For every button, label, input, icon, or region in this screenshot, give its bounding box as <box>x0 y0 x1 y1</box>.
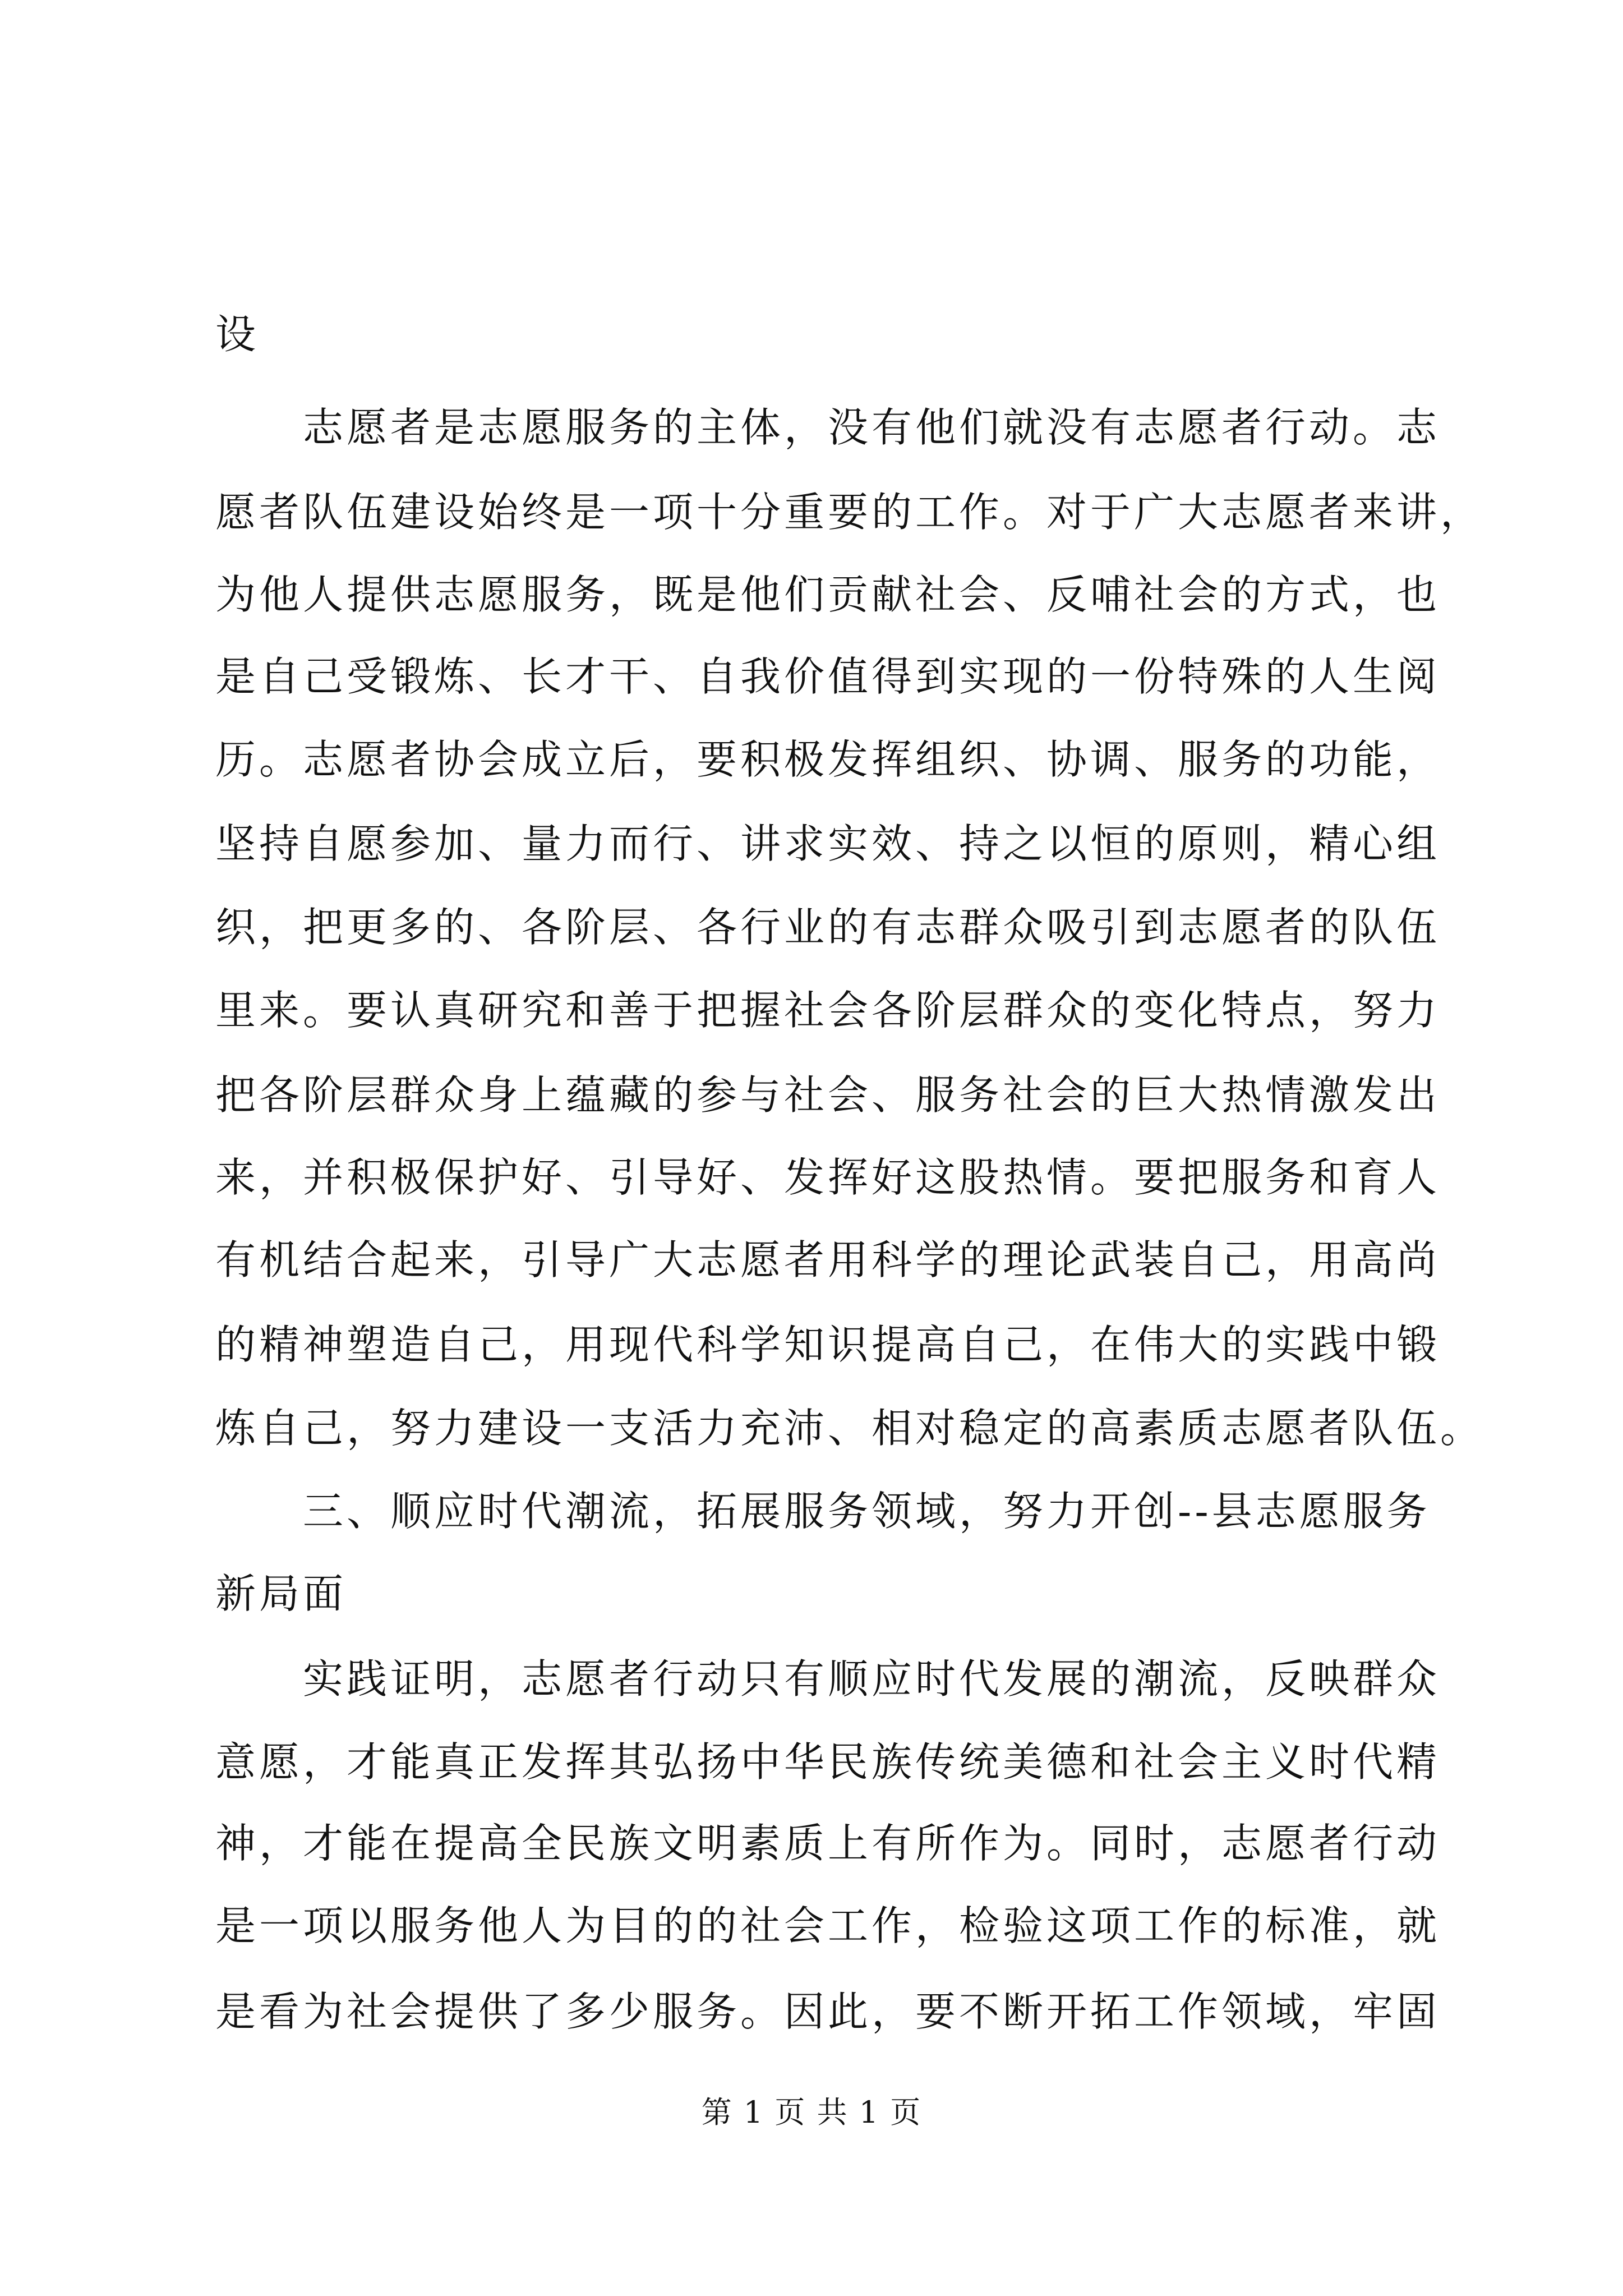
text-line: 愿者队伍建设始终是一项十分重要的工作。对于广大志愿者来讲， <box>215 489 1484 536</box>
text-line: 织，把更多的、各阶层、各行业的有志群众吸引到志愿者的队伍 <box>215 904 1441 951</box>
text-line: 来，并积极保护好、引导好、发挥好这股热情。要把服务和育人 <box>215 1154 1441 1201</box>
text-line: 为他人提供志愿服务，既是他们贡献社会、反哺社会的方式，也 <box>215 571 1441 618</box>
page-number-footer: 第 1 页 共 1 页 <box>701 2095 922 2130</box>
text-line: 炼自己，努力建设一支活力充沛、相对稳定的高素质志愿者队伍。 <box>215 1405 1484 1452</box>
text-line: 是自己受锻炼、长才干、自我价值得到实现的一份特殊的人生阅 <box>215 653 1441 700</box>
text-line: 设 <box>215 311 260 358</box>
paragraph-first-line: 实践证明，志愿者行动只有顺应时代发展的潮流，反映群众 <box>303 1655 1441 1703</box>
text-line: 把各阶层群众身上蕴藏的参与社会、服务社会的巨大热情激发出 <box>215 1071 1441 1119</box>
text-line: 历。志愿者协会成立后，要积极发挥组织、协调、服务的功能， <box>215 736 1441 783</box>
section-heading: 三、顺应时代潮流，拓展服务领域，努力开创--县志愿服务 <box>303 1488 1431 1535</box>
text-line: 是看为社会提供了多少服务。因此，要不断开拓工作领域，牢固 <box>215 1988 1441 2035</box>
text-line: 是一项以服务他人为目的的社会工作，检验这项工作的标准，就 <box>215 1902 1441 1949</box>
text-line: 有机结合起来，引导广大志愿者用科学的理论武装自己，用高尚 <box>215 1236 1441 1283</box>
text-line: 里来。要认真研究和善于把握社会各阶层群众的变化特点，努力 <box>215 987 1441 1034</box>
text-line: 的精神塑造自己，用现代科学知识提高自己，在伟大的实践中锻 <box>215 1321 1441 1368</box>
text-line: 坚持自愿参加、量力而行、讲求实效、持之以恒的原则，精心组 <box>215 820 1441 867</box>
text-line: 神，才能在提高全民族文明素质上有所作为。同时，志愿者行动 <box>215 1820 1441 1867</box>
paragraph-first-line: 志愿者是志愿服务的主体，没有他们就没有志愿者行动。志 <box>303 404 1441 451</box>
text-line: 意愿，才能真正发挥其弘扬中华民族传统美德和社会主义时代精 <box>215 1738 1441 1786</box>
section-heading-continuation: 新局面 <box>215 1570 347 1617</box>
